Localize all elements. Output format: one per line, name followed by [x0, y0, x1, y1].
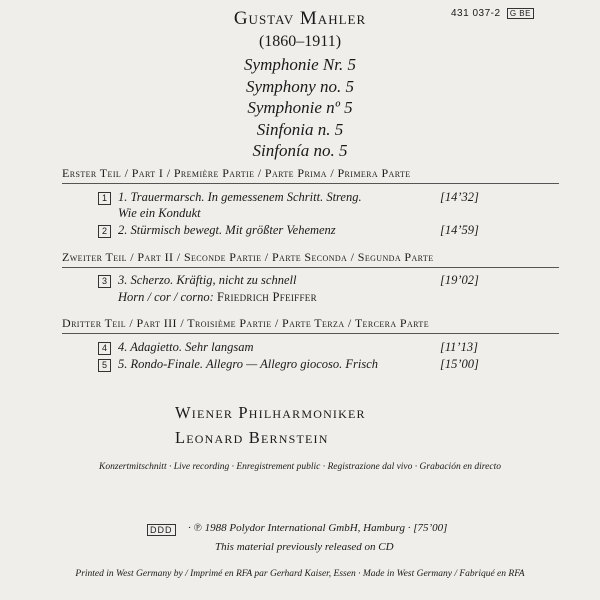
performer-name: Friedrich Pfeiffer: [216, 290, 317, 304]
ddd-code-badge: DDD: [147, 524, 176, 536]
track-4-title: 4. Adagietto. Sehr langsam: [118, 340, 254, 354]
catalog-number-text: 431 037-2: [451, 8, 501, 19]
part-1-rule: [62, 183, 559, 184]
part-2-heading: Zweiter Teil / Part II / Seconde Partie / Parte Seconda / Segunda Parte: [62, 250, 434, 264]
title-english: Symphony no. 5: [245, 77, 355, 96]
part-2-rule: [62, 267, 559, 268]
track-4-box: 4: [98, 342, 111, 355]
conductor-name: Leonard Bernstein: [175, 428, 329, 447]
composer-name: Gustav Mahler: [233, 8, 367, 29]
track-3-duration: [19’02]: [440, 273, 479, 287]
track-1-duration: [14’32]: [440, 190, 479, 204]
track-3-performer: [118, 290, 317, 305]
part-3-heading: Dritter Teil / Part III / Troisième Partie / Parte Terza / Tercera Parte: [62, 316, 429, 330]
previously-released-note: This material previously released on CD: [215, 541, 394, 553]
track-3-title: 3. Scherzo. Kräftig, nicht zu schnell: [118, 273, 297, 287]
track-5-title: 5. Rondo-Finale. Allegro — Allegro giocoso. Frisch: [118, 357, 379, 371]
copyright-line: · ℗ 1988 Polydor International GmbH, Hamburg · [75’00]: [188, 522, 448, 534]
performer-label: Horn / cor / corno:: [118, 290, 214, 304]
track-5-box: 5: [98, 359, 111, 372]
title-spanish: Sinfonía no. 5: [252, 141, 348, 160]
title-french: Symphonie nº 5: [247, 98, 353, 117]
track-3-box: 3: [98, 275, 111, 288]
track-1-title: 1. Trauermarsch. In gemessenem Schritt. Streng.: [118, 190, 362, 204]
track-2-duration: [14’59]: [440, 223, 479, 237]
printed-in-note: Printed in West Germany by / Imprimé en RFA par Gerhard Kaiser, Essen · Made in West Germany / Fabriqué en RFA: [75, 569, 525, 579]
catalog-number: [451, 8, 534, 19]
catalog-code: G BE: [507, 8, 534, 19]
track-2-box: 2: [98, 225, 111, 238]
orchestra-name: Wiener Philharmoniker: [175, 403, 366, 422]
track-1-title-line2: Wie ein Kondukt: [118, 206, 201, 220]
title-italian: Sinfonia n. 5: [256, 120, 344, 139]
composer-dates: (1860–1911): [258, 33, 342, 50]
track-4-duration: [11’13]: [440, 340, 478, 354]
track-2-title: 2. Stürmisch bewegt. Mit größter Vehemenz: [118, 223, 336, 237]
title-german: Symphonie Nr. 5: [244, 55, 356, 74]
track-5-duration: [15’00]: [440, 357, 479, 371]
part-3-rule: [62, 333, 559, 334]
track-1-box: 1: [98, 192, 111, 205]
part-1-heading: Erster Teil / Part I / Première Partie / Parte Prima / Primera Parte: [62, 166, 411, 180]
recording-note: Konzertmitschnitt · Live recording · Enregistrement public · Registrazione dal vivo · Grabación en directo: [99, 462, 501, 472]
